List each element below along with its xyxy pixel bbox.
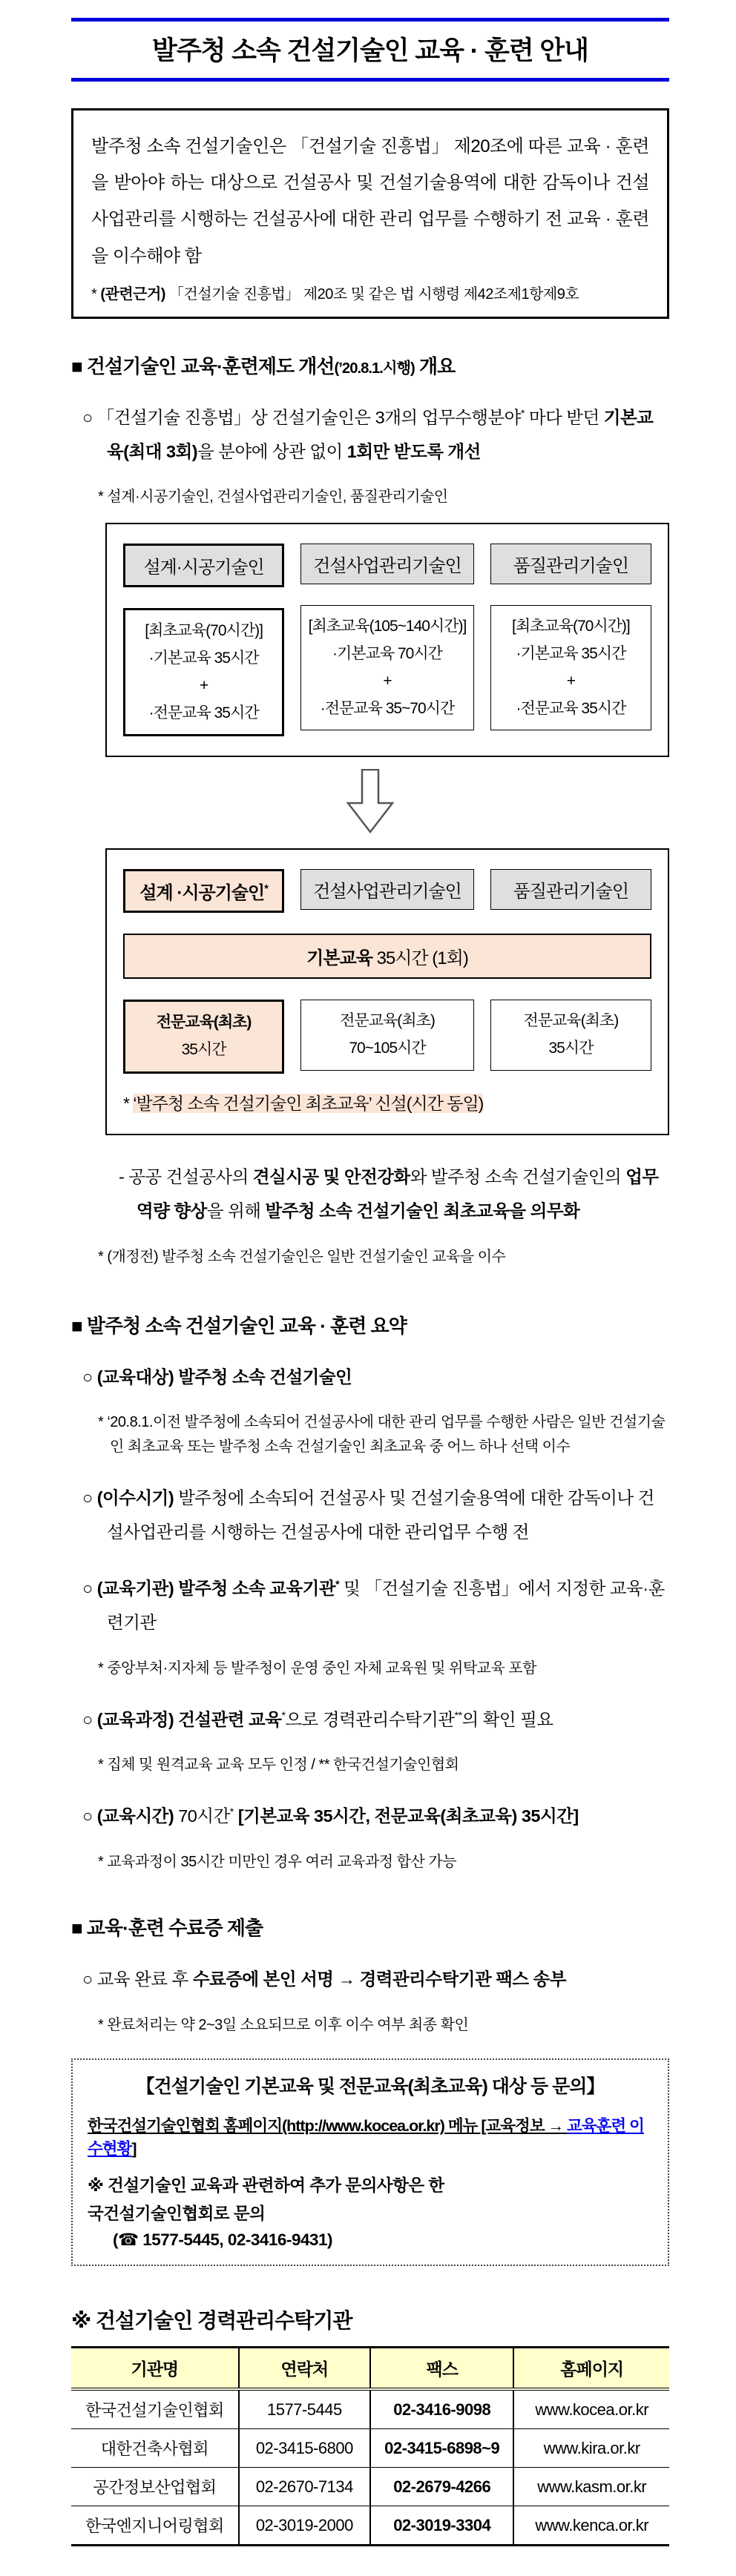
diagram-after-bottom-row xyxy=(123,1000,651,1074)
diagram-line: 전문교육(최초) xyxy=(523,1012,619,1030)
page-title: 발주청 소속 건설기술인 교육 · 훈련 안내 xyxy=(152,36,588,65)
overview-dash-item: - 공공 건설공사의 견실시공 및 안전강화와 발주청 소속 건설기술인의 업무역량 향상을 위해 발주청 소속 건설기술인 최초교육을 의무화 xyxy=(119,1166,659,1221)
summary-target-note: * ‘20.8.1.이전 발주청에 소속되어 건설공사에 대한 관리 업무를 수행한 사람은 일반 건설기술인 최초교육 또는 발주청 소속 건설기술인 최초교육 중 어느 하나 선택 이수 xyxy=(98,1414,666,1456)
title-bottom-rule xyxy=(71,78,669,82)
diagram-after-box-design xyxy=(123,1000,284,1074)
diagram-line: ·기본교육 70시간 xyxy=(332,645,442,663)
summary-course-note: * 집체 및 원격교육 교육 모두 인정 / ** 한국건설기술인협회 xyxy=(98,1757,459,1774)
submit-note: * 완료처리는 약 2~3일 소요되므로 이후 이수 여부 최종 확인 xyxy=(98,2017,469,2033)
summary-organ-note: * 중앙부처·지자체 등 발주청이 운영 중인 자체 교육원 및 위탁교육 포함 xyxy=(98,1659,536,1677)
agency-web: www.kocea.or.kr xyxy=(513,2389,669,2429)
agency-name: 공간정보산업협회 xyxy=(71,2468,239,2506)
diagram-line: ·전문교육 35~70시간 xyxy=(320,699,455,717)
table-row xyxy=(71,2506,669,2546)
agency-fax: 02-3416-9098 xyxy=(370,2389,513,2429)
diagram-before-col-cm xyxy=(300,544,475,736)
col-header-fax: 팩스 xyxy=(370,2348,513,2390)
table-row xyxy=(71,2429,669,2468)
intro-note: * (관련근거) 「건설기술 진흥법」 제20조 및 같은 법 시행령 제42조제1항제9호 xyxy=(91,285,579,303)
col-header-tel: 연락처 xyxy=(239,2348,370,2390)
basic-education-band: 기본교육 35시간 (1회) xyxy=(123,934,651,979)
agency-name: 대한건축사협회 xyxy=(71,2429,239,2468)
agency-fax: 02-2679-4266 xyxy=(370,2468,513,2506)
diagram-after-col-design xyxy=(123,869,284,913)
professional-edu-cm xyxy=(300,1000,475,1071)
diagram-before-header-cm: 건설사업관리기술인 xyxy=(300,544,475,584)
inquiry-box xyxy=(71,2058,669,2266)
agency-tel: 1577-5445 xyxy=(239,2389,370,2429)
agency-tel: 02-3019-2000 xyxy=(239,2506,370,2546)
diagram-before-body-quality xyxy=(490,605,651,730)
inquiry-phone-line: (☎ 1577-5445, 02-3416-9431) xyxy=(113,2230,332,2249)
diagram-line: [최초교육(70시간)] xyxy=(145,622,263,640)
inquiry-title: 【건설기술인 기본교육 및 전문교육(최초교육) 대상 등 문의】 xyxy=(136,2076,605,2097)
overview-bullet: ○ 「건설기술 진흥법」상 건설기술인은 3개의 업무수행분야* 마다 받던 기본교육(최대 3회)을 분야에 상관 없이 1회만 받도록 개선 xyxy=(82,406,654,461)
diagram-line: + xyxy=(566,672,576,690)
diagram-after-box-cm xyxy=(300,1000,475,1074)
overview-note: * 설계·시공기술인, 건설사업관리기술인, 품질관리기술인 xyxy=(98,489,448,506)
submit-bullet: ○ 교육 완료 후 수료증에 본인 서명 → 경력관리수탁기관 팩스 송부 xyxy=(82,1969,567,1989)
diagram-line: 35시간 xyxy=(548,1040,594,1057)
agency-table xyxy=(71,2346,669,2546)
summary-target: ○ (교육대상) 발주청 소속 건설기술인 xyxy=(82,1367,352,1387)
intro-body: 발주청 소속 건설기술인은 「건설기술 진흥법」 제20조에 따른 교육 · 훈련을 받아야 하는 대상으로 건설공사 및 건설기술용역에 대한 감독이나 건설사업관리를 시행하는 건설공사에 대한 관리 업무를 수행하기 전 교육 · 훈련을 이수해야 함 xyxy=(91,136,649,266)
transition-arrow xyxy=(71,769,669,838)
diagram-line: 전문교육(최초) xyxy=(340,1012,435,1030)
col-header-web: 홈페이지 xyxy=(513,2348,669,2390)
diagram-after-col-quality xyxy=(490,869,651,913)
summary-timing: ○ (이수시기) 발주청에 소속되어 건설공사 및 건설기술용역에 대한 감독이나 건설사업관리를 시행하는 건설공사에 대한 관리업무 수행 전 xyxy=(82,1488,654,1542)
diagram-line: + xyxy=(383,672,392,690)
table-row xyxy=(71,2468,669,2506)
diagram-line: 70~105시간 xyxy=(349,1040,426,1057)
inquiry-note-line2: 국건설기술인협회로 문의 xyxy=(88,2205,266,2223)
agency-name: 한국엔지니어링협회 xyxy=(71,2506,239,2546)
diagram-after-note: * ‘발주청 소속 건설기술인 최초교육’ 신설(시간 동일) xyxy=(123,1093,484,1113)
agency-web: www.kira.or.kr xyxy=(513,2429,669,2468)
agency-web: www.kenca.or.kr xyxy=(513,2506,669,2546)
section-heading-submit: ■ 교육·훈련 수료증 제출 xyxy=(71,1917,263,1940)
inquiry-note-line1: ※ 건설기술인 교육과 관련하여 추가 문의사항은 한 xyxy=(88,2176,444,2195)
diagram-after-header-design: 설계 ·시공기술인* xyxy=(123,869,284,913)
diagram-line: ·전문교육 35시간 xyxy=(516,699,626,717)
diagram-after-col-cm xyxy=(300,869,475,913)
diagram-after xyxy=(105,848,669,1135)
diagram-before-col-quality xyxy=(490,544,651,736)
summary-hours-note: * 교육과정이 35시간 미만인 경우 여러 교육과정 합산 가능 xyxy=(98,1854,457,1871)
diagram-after-header-quality: 품질관리기술인 xyxy=(490,869,651,910)
diagram-after-headers xyxy=(123,869,651,913)
summary-course: ○ (교육과정) 건설관련 교육*으로 경력관리수탁기관**의 확인 필요 xyxy=(82,1708,553,1729)
overview-dash-note: * (개정전) 발주청 소속 건설기술인은 일반 건설기술인 교육을 이수 xyxy=(98,1248,506,1265)
diagram-line: [최초교육(105~140시간)] xyxy=(308,618,467,635)
professional-edu-quality xyxy=(490,1000,651,1071)
diagram-line: + xyxy=(199,676,208,694)
agency-web: www.kasm.or.kr xyxy=(513,2468,669,2506)
agency-tel: 02-2670-7134 xyxy=(239,2468,370,2506)
agency-table-header-row xyxy=(71,2348,669,2390)
diagram-after-box-quality xyxy=(490,1000,651,1074)
agency-fax: 02-3019-3304 xyxy=(370,2506,513,2546)
diagram-before-header-quality: 품질관리기술인 xyxy=(490,544,651,584)
agency-section-heading: ※ 건설기술인 경력관리수탁기관 xyxy=(71,2309,352,2332)
diagram-before-columns xyxy=(123,544,651,736)
diagram-before-header-design: 설계·시공기술인 xyxy=(123,544,284,587)
agency-name: 한국건설기술인협회 xyxy=(85,2401,224,2420)
diagram-line: ·기본교육 35시간 xyxy=(148,650,259,667)
col-header-name: 기관명 xyxy=(71,2348,239,2390)
title-block xyxy=(71,18,669,82)
inquiry-link-line[interactable]: 한국건설기술인협회 홈페이지(http://www.kocea.or.kr) 메뉴 [교육정보 → 교육훈련 이수현황] xyxy=(88,2117,644,2158)
professional-edu-design xyxy=(123,1000,284,1074)
diagram-before xyxy=(105,523,669,757)
diagram-before-body-design xyxy=(123,608,284,736)
agency-tel: 02-3415-6800 xyxy=(239,2429,370,2468)
diagram-before-col-design xyxy=(123,544,284,736)
down-arrow-icon xyxy=(341,769,399,834)
section-heading-summary: ■ 발주청 소속 건설기술인 교육 · 훈련 요약 xyxy=(71,1314,407,1337)
summary-hours: ○ (교육시간) 70시간* [기본교육 35시간, 전문교육(최초교육) 35시간] xyxy=(82,1806,579,1826)
section-heading-overview: ■ 건설기술인 교육·훈련제도 개선(’20.8.1.시행) 개요 xyxy=(71,354,456,377)
table-row xyxy=(71,2389,669,2429)
agency-fax: 02-3415-6898~9 xyxy=(370,2429,513,2468)
diagram-line: ·기본교육 35시간 xyxy=(516,645,626,663)
diagram-line: 35시간 xyxy=(181,1041,226,1059)
diagram-line: ·전문교육 35시간 xyxy=(148,704,259,721)
diagram-line: 전문교육(최초) xyxy=(156,1014,252,1031)
diagram-after-header-cm: 건설사업관리기술인 xyxy=(300,869,475,910)
diagram-before-body-cm xyxy=(300,605,475,730)
diagram-line: [최초교육(70시간)] xyxy=(512,618,630,635)
summary-organ: ○ (교육기관) 발주청 소속 교육기관* 및 「건설기술 진흥법」에서 지정한 교육·훈련기관 xyxy=(82,1578,665,1632)
intro-box xyxy=(71,108,669,319)
